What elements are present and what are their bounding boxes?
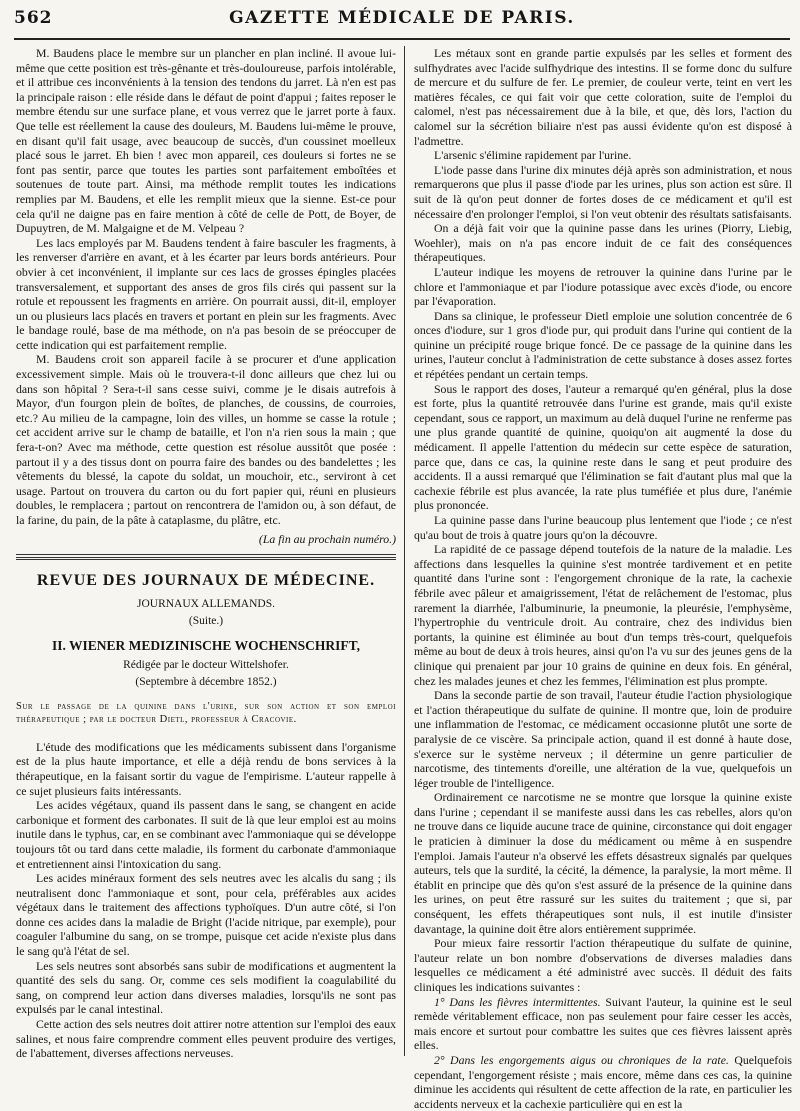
article-title-text: Sur le passage de la quinine dans l'urine, sur son action et son emploi thérapeutique ; par le docteur Dietl, professeur à Cracovie.: [16, 700, 396, 725]
editor-line: Rédigée par le docteur Wittelshofer.: [123, 658, 289, 671]
paragraph: On a déjà fait voir que la quinine passe dans les urines (Piorry, Liebig, Woehler), mais on n'a pas encore induit de ce fait des conséquences thérapeutiques.: [414, 221, 792, 265]
indication-text: Suivant l'auteur, la quinine est le seul remède véritablement efficace, non pas seulement pour faire cesser les accès, mais encore et surtout pour combattre les suites que ces fièvres laissent après elles.: [414, 994, 793, 1053]
paragraph: Les sels neutres sont absorbés sans subir de modifications et augmentent la quantité des sels du sang. Or, comme ces sels modifient la coagulabilité du sang, on comprend leur action dans diverses maladies, lorsqu'ils ne sont pas expulsés par le canal intestinal.: [16, 958, 396, 1017]
paragraph: Les acides végétaux, quand ils passent dans le sang, se changent en acide carbonique et forment des carbonates. Il suit de là que leur emploi est au moins inutile dans le typhus, car, en se combinant avec l'ammoniaque qui se développe toujours tôt ou tard dans cette maladie, ils forment du carbonate d'ammoniaque et entretiennent ainsi l'intoxication du sang.: [16, 798, 396, 871]
indication-paragraph: [414, 995, 792, 1053]
paragraph: L'étude des modifications que les médicaments subissent dans l'organisme est de la plus haute importance, et elle a déjà rendu de bons services à la thérapeutique, en la faisant sortir du vague de l'empirisme. L'auteur rappelle à ce sujet plusieurs faits intéressants.: [16, 739, 396, 798]
continued-note: (La fin au prochain numéro.): [258, 531, 396, 546]
paragraph: Les acides minéraux forment des sels neutres avec les alcalis du sang ; ils neutralisent donc l'ammoniaque et sont, pour cela, préférables aux acides végétaux dans le traitement des affections typhoïques. D'un autre côté, si l'on donne ces acides dans la maladie de Bright (l'acide nitrique, par exemple), pour coaguler l'albumine du sang, on se trompe, puisque cet acide n'existe plus dans le sang qu'à l'état de sel.: [16, 871, 396, 959]
paragraph: M. Baudens place le membre sur un plancher en plan incliné. Il avoue lui-même que cette position est très-gênante et très-douloureuse, parfois intolérable, et il attribue ces inconvénients à la tension des tendons du jarret. Là n'en est pas la principale raison : elle réside dans le défaut de point d'appui ; faites reposer le membre étendu sur une surface plane, et vous verrez que le jarret porte à faux. Que telle est réellement la cause des douleurs, M. Baudens lui-même le prouve, en disant qu'il fait usage, avec beaucoup de succès, d'un coussinet moelleux placé sous le jarret. Eh bien ! avec mon appareil, ces douleurs si fortes ne se font pas sentir, parce que toutes les parties sont parfaitement emboîtées et soutenues de toute part. Ainsi, ma méthode remplit toutes les indications remplies par M. Baudens, et elle les remplit mieux que la sienne. Est-ce pour cela qu'il ne daigne pas en faire mention à côté de celle de Pott, de Boyer, de Dupuytren, de M. Malgaigne et de M. Velpeau ?: [16, 46, 396, 236]
journal-heading: II. WIENER MEDIZINISCHE WOCHENSCHRIFT,: [52, 637, 360, 653]
paragraph: Dans sa clinique, le professeur Dietl emploie une solution concentrée de 6 onces d'iodure, sur 1 gros d'iode pur, qui produit dans l'urine qui contient de la quinine un précipité rouge brique foncé. De ce passage de la quinine dans les urines, l'auteur conclut à l'administration de cette substance à doses assez fortes et répétées pendant un certain temps.: [414, 308, 792, 382]
paragraph: Cette action des sels neutres doit attirer notre attention sur l'emploi des eaux salines, et nous faire comprendre comment elles peuvent produire des vertiges, de l'abattement, diverses affections nerveuses.: [16, 1017, 396, 1061]
paragraph: La quinine passe dans l'urine beaucoup plus lentement que l'iode ; ce n'est qu'au bout de trois à quatre jours qu'on la découvre.: [414, 513, 792, 542]
paragraph: Les lacs employés par M. Baudens tendent à faire basculer les fragments, à les renverser d'arrière en avant, et à les écarter par leurs bords antérieurs. Pour obvier à cet inconvénient, il implante sur ces lacs de grosses épingles placées transversalement, et supportant des anses de gros fils cirés qui passent sur la rotule et repoussent les fragments en arrière. On pourrait aussi, dit-il, employer un ou plusieurs lacs placés en travers et portant en plein sur les fragments. Avec le bandage roulé, base de ma méthode, on n'a pas besoin de se préoccuper de cette indication qui est parfaitement remplie.: [16, 235, 396, 352]
paragraph: Pour mieux faire ressortir l'action thérapeutique du sulfate de quinine, l'auteur relate un bon nombre d'observations de diverses maladies dans lesquelles ce médicament a été administré avec succès. Il déduit des faits cliniques les indications suivantes :: [414, 936, 792, 994]
indication-text: Quelquefois cependant, l'engorgement résiste ; mais encore, même dans ces cas, la quinine diminue les accidents qui résultent de cette affection de la rate, en particulier les accidents nerveux et la cachexie particulière qui en est la: [414, 1052, 792, 1111]
left-column: [16, 46, 396, 1061]
indication-paragraph: [414, 1053, 792, 1111]
page-number: 562: [14, 8, 53, 28]
suite-note: (Suite.): [188, 615, 224, 628]
paragraph: M. Baudens croit son appareil facile à se procurer et d'une application excessivement simple. Mais où le trouvera-t-il donc ailleurs que chez lui ou dans son hôpital ? Sera-t-il sans cesse suivi, comme je le disais autrefois à Mayor, d'un fourgon plein de boîtes, de planches, de coussins, de courroies, etc.? Au milieu de la campagne, loin des villes, un homme se casse la rotule ; cet accident arrive sur le champ de bataille, et l'on n'a rien sous la main ; que fera-t-on? Avec ma méthode, cette question est résolue aussitôt que posée : partout il y a des tissus dont on pourra faire des bandes ou des bandelettes ; les vêtements du blessé, la capote du soldat, un mouchoir, etc., serviront à cet usage. Partout on trouvera du carton ou du fort papier qui, réuni en plusieurs doubles, le remplacera ; partout on rencontrera de l'amidon ou, à son défaut, de la farine, du pain, de la pâte à cataplasme, du plâtre, etc.: [16, 352, 396, 527]
article-title: [16, 700, 396, 726]
paragraph: La rapidité de ce passage dépend toutefois de la nature de la maladie. Les affections dans lesquelles la quinine s'est montrée tardivement et en petite quantité dans l'urine sont : l'engorgement chronique de la rate, la cachexie fébrile avec pâleur et amaigrissement, l'état de relâchement de l'estomac, plus rarement la diarrhée, l'albuminurie, la pneumonie, la pleurésie, l'emphysème, l'hypertrophie du ventricule droit. Au contraire, chez des individus bien portants, la quinine est éliminée au bout d'un temps très-court, quelquefois même au bout de deux à trois heures, ainsi qu'on l'a vu sur des jeunes gens de la clinique qui prenaient par jour 10 grains de quinine en deux fois. En général, chez les malades jeunes et chez les femmes, l'élimination est plus prompte.: [414, 542, 792, 688]
date-range: (Septembre à décembre 1852.): [135, 676, 277, 689]
section-title: REVUE DES JOURNAUX DE MÉDECINE.: [36, 572, 376, 590]
section-subtitle: JOURNAUX ALLEMANDS.: [136, 597, 275, 610]
paragraph: Sous le rapport des doses, l'auteur a remarqué qu'en général, plus la dose est forte, plus la quantité retrouvée dans l'urine est grande, mais qu'il existe cependant, sous ce rapport, un maximum au delà duquel l'urine ne renferme pas une plus grande quantité de quinine, quoiqu'on ait augmenté la dose du médicament. Il appelle l'attention du médecin sur cette espèce de saturation, parce que, dans ce cas, la quinine reste dans le sang et peut produire des accidents. Il a aussi remarqué que l'élimination se fait d'autant plus mal que la cachexie fébrile est plus avancée, la rate plus tuméfiée et plus dure, l'anémie plus prononcée.: [414, 381, 792, 513]
right-column: [414, 46, 793, 1111]
section-double-rule: [16, 557, 396, 560]
paragraph: Dans la seconde partie de son travail, l'auteur étudie l'action physiologique et l'action thérapeutique du sulfate de quinine. Il montre que, loin de produire une inflammation de l'estomac, ce médicament occasionne plutôt une sorte de paralysie de ce viscère. Sa principale action, quand il est donné à haute dose, s'exerce sur le système nerveux ; il détermine un genre particulier de narcotisme, des tintements d'oreille, une altération de la vue, quelquefois un léger trouble de l'intelligence.: [414, 688, 792, 790]
paragraph: Ordinairement ce narcotisme ne se montre que lorsque la quinine existe dans l'urine ; cependant il se manifeste aussi dans les cas rebelles, alors qu'on ne trouve dans ce liquide aucune trace de quinine, circonstance qui doit engager le praticien à diminuer la dose du médicament ou même à en suspendre l'emploi. Jamais l'auteur n'a observé les effets désastreux signalés par quelques auteurs, tels que la surdité, la cécité, la démence, la paralysie, la mort même. Il établit en principe que dès qu'on s'est assuré de la présence de la quinine dans les urines, on peut être rassuré sur les suites du traitement ; que si, par conséquent, les effets thérapeutiques sont nuls, il est inutile d'insister davantage, la quinine doit être alors entièrement supprimée.: [414, 790, 792, 936]
journal-title: GAZETTE MÉDICALE DE PARIS.: [229, 8, 575, 28]
paragraph: L'iode passe dans l'urine dix minutes déjà après son administration, et nous remarquerons que plus il passe d'iode par les urines, plus son action est sûre. Il suit de là qu'on peut donner de fortes doses de ce médicament et qu'il est nécessaire d'en prolonger l'emploi, si l'on veut obtenir des résultats satisfaisants.: [414, 162, 792, 221]
indication-label: 1° Dans les fièvres intermittentes.: [434, 994, 601, 1009]
paragraph: Les métaux sont en grande partie expulsés par les selles et forment des sulfhydrates avec l'acide sulfhydrique des intestins. Il se forme donc du sulfure de mercure et du sulfure de fer. Le premier, de couleur verte, teint en vert les matières fécales, ce qui fait voir que cette coloration, suite de l'emploi du calomel, n'est pas nécessairement due à la bile, et que, dès lors, l'action du calomel sur la sécrétion biliaire n'est pas aussi évidente qu'on est disposé à l'admettre.: [414, 46, 792, 148]
paragraph: L'auteur indique les moyens de retrouver la quinine dans l'urine par le chlore et l'ammoniaque et par l'iodure potassique avec excès d'iode, ou encore par l'évaporation.: [414, 264, 792, 309]
paragraph: L'arsenic s'élimine rapidement par l'urine.: [434, 148, 632, 163]
section-rule: [16, 554, 396, 555]
indication-label: 2° Dans les engorgements aigus ou chroniques de la rate.: [434, 1052, 729, 1067]
column-divider: [404, 46, 405, 1056]
page-header: [14, 8, 790, 40]
